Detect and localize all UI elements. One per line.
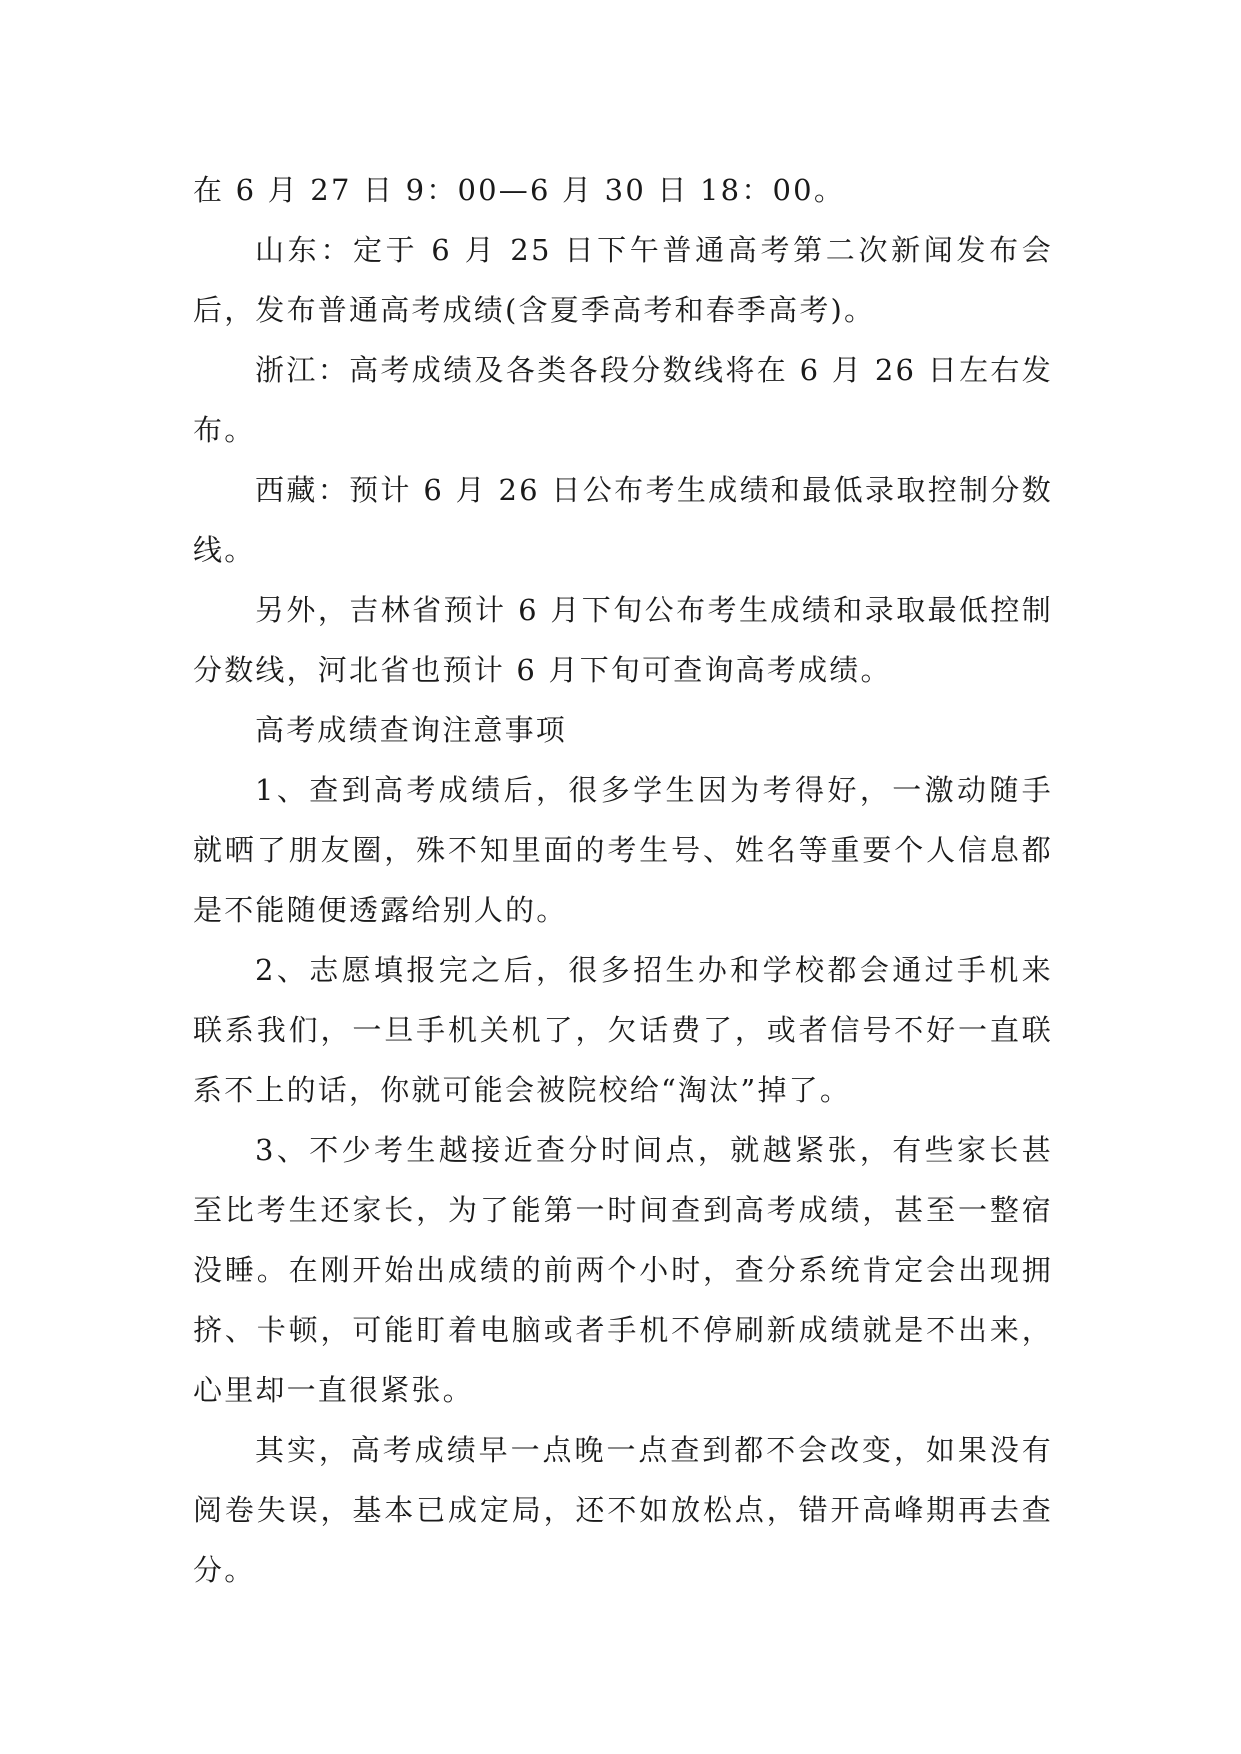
paragraph-conclusion: 其实，高考成绩早一点晚一点查到都不会改变，如果没有阅卷失误，基本已成定局，还不如放松点，错开高峰期再去查分。 <box>193 1433 1053 1587</box>
section-heading: 高考成绩查询注意事项 <box>255 713 568 747</box>
document-body <box>193 160 1053 1600</box>
paragraph-jilin-hebei: 另外，吉林省预计 6 月下旬公布考生成绩和录取最低控制分数线，河北省也预计 6 月下旬可查询高考成绩。 <box>193 593 1053 687</box>
paragraph-continuation: 在 6 月 27 日 9：00—6 月 30 日 18：00。 <box>193 173 846 207</box>
paragraph-tip-1: 1、查到高考成绩后，很多学生因为考得好，一激动随手就晒了朋友圈，殊不知里面的考生号、姓名等重要个人信息都是不能随便透露给别人的。 <box>193 773 1053 927</box>
paragraph-xizang: 西藏：预计 6 月 26 日公布考生成绩和最低录取控制分数线。 <box>193 473 1053 567</box>
paragraph-tip-3: 3、不少考生越接近查分时间点，就越紧张，有些家长甚至比考生还家长，为了能第一时间查到高考成绩，甚至一整宿没睡。在刚开始出成绩的前两个小时，查分系统肯定会出现拥挤、卡顿，可能盯着电脑或者手机不停刷新成绩就是不出来，心里却一直很紧张。 <box>193 1133 1053 1407</box>
paragraph-zhejiang: 浙江：高考成绩及各类各段分数线将在 6 月 26 日左右发布。 <box>193 353 1053 447</box>
paragraph-shandong: 山东：定于 6 月 25 日下午普通高考第二次新闻发布会后，发布普通高考成绩(含夏季高考和春季高考)。 <box>193 233 1053 327</box>
paragraph-tip-2: 2、志愿填报完之后，很多招生办和学校都会通过手机来联系我们，一旦手机关机了，欠话费了，或者信号不好一直联系不上的话，你就可能会被院校给“淘汰”掉了。 <box>193 953 1053 1107</box>
